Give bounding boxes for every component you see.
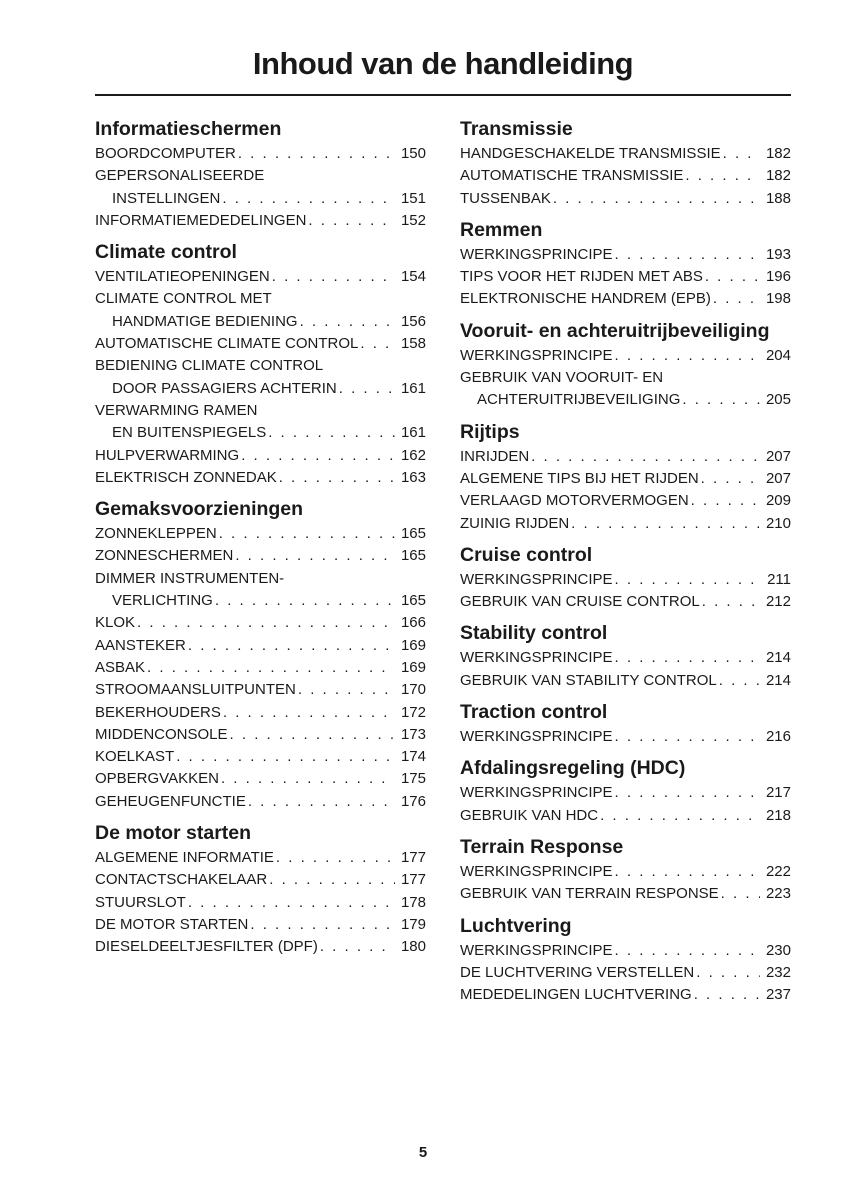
entry-page-number: 150: [400, 145, 426, 162]
dot-leader: [569, 513, 760, 535]
entry-label: ALGEMENE TIPS BIJ HET RIJDEN: [460, 469, 699, 487]
entry-page-number: 214: [765, 649, 791, 667]
entry-page-number: 207: [765, 469, 791, 487]
toc-entry[interactable]: [460, 984, 791, 1006]
toc-section: [460, 914, 791, 1007]
toc-entry[interactable]: [460, 244, 791, 266]
section-title: Afdalingsregeling (HDC): [460, 757, 686, 780]
toc-entry[interactable]: [460, 345, 791, 367]
entry-page-number: 237: [765, 986, 791, 1004]
section-title: Remmen: [460, 218, 543, 241]
entry-label: MIDDENCONSOLE: [95, 725, 228, 743]
entry-page-number: 217: [765, 784, 791, 802]
entry-label: DIESELDEELTJESFILTER (DPF): [95, 938, 318, 956]
entry-line: [95, 590, 426, 612]
entry-label: CLIMATE CONTROL MET: [95, 290, 272, 308]
entry-page-number: 223: [765, 885, 791, 903]
toc-section: [95, 821, 426, 958]
dot-leader: [233, 545, 395, 567]
toc-section: [460, 543, 791, 614]
entry-label: ZONNESCHERMEN: [95, 547, 234, 565]
toc-entry[interactable]: [460, 569, 791, 591]
entry-page-number: 232: [765, 963, 791, 981]
toc-entry[interactable]: [95, 288, 426, 333]
toc-entry[interactable]: [95, 467, 426, 489]
dot-leader: [174, 746, 395, 768]
entry-label: GEBRUIK VAN TERRAIN RESPONSE: [460, 885, 719, 903]
entry-page-number: 178: [400, 893, 426, 911]
dot-leader: [239, 445, 395, 467]
dot-leader: [270, 266, 395, 288]
toc-entry[interactable]: [95, 768, 426, 790]
dot-leader: [721, 143, 760, 165]
dot-leader: [613, 345, 760, 367]
entry-line: [95, 311, 426, 333]
dot-leader: [692, 984, 760, 1006]
toc-entry[interactable]: [460, 805, 791, 827]
entry-page-number: 214: [765, 671, 791, 689]
entry-label-continued: INSTELLINGEN: [112, 189, 221, 207]
section-title: Informatieschermen: [95, 118, 282, 140]
entry-page-number: 230: [765, 941, 791, 959]
entry-page-number: 218: [765, 806, 791, 824]
toc-entry[interactable]: [460, 861, 791, 883]
toc-section: [460, 756, 791, 827]
entry-label: STROOMAANSLUITPUNTEN: [95, 681, 296, 699]
entry-label: AUTOMATISCHE CLIMATE CONTROL: [95, 335, 359, 353]
dot-leader: [220, 188, 395, 210]
entry-page-number: 161: [400, 424, 426, 442]
toc-section: [460, 117, 791, 210]
dot-leader: [613, 861, 760, 883]
entry-label: TUSSENBAK: [460, 189, 551, 207]
entry-label: GEBRUIK VAN HDC: [460, 806, 599, 824]
entry-label: OPBERGVAKKEN: [95, 770, 219, 788]
dot-leader: [267, 869, 395, 891]
section-title: Gemaksvoorzieningen: [95, 498, 304, 521]
toc-entry[interactable]: [95, 791, 426, 813]
dot-leader: [683, 165, 760, 187]
dot-leader: [274, 847, 395, 869]
section-title: Stability control: [460, 622, 608, 645]
toc-entry[interactable]: [95, 746, 426, 768]
toc-entry[interactable]: [95, 936, 426, 958]
dot-leader: [145, 657, 395, 679]
dot-leader: [613, 569, 762, 591]
entry-page-number: 182: [765, 167, 791, 185]
entry-label: GEPERSONALISEERDE: [95, 167, 265, 185]
toc-entry[interactable]: [460, 468, 791, 490]
section-title: De motor starten: [95, 822, 252, 845]
dot-leader: [717, 670, 760, 692]
dot-leader: [318, 936, 395, 958]
toc-entry[interactable]: [95, 679, 426, 701]
toc-entry[interactable]: [95, 355, 426, 400]
dot-leader: [337, 378, 395, 400]
dot-leader: [186, 892, 395, 914]
entry-label: HULPVERWARMING: [95, 446, 240, 464]
entry-label-continued: EN BUITENSPIEGELS: [112, 424, 267, 442]
dot-leader: [711, 288, 760, 310]
entry-page-number: 156: [400, 312, 426, 330]
entry-page-number: 204: [765, 346, 791, 364]
entry-page-number: 169: [400, 658, 426, 676]
entry-label: STUURSLOT: [95, 893, 186, 911]
entry-label: ELEKTRONISCHE HANDREM (EPB): [460, 290, 711, 308]
entry-page-number: 180: [400, 938, 426, 956]
entry-label: BEDIENING CLIMATE CONTROL: [95, 357, 324, 375]
entry-label: AUTOMATISCHE TRANSMISSIE: [460, 167, 684, 185]
toc-entry[interactable]: [460, 165, 791, 187]
toc-entry[interactable]: [95, 523, 426, 545]
entry-page-number: 188: [765, 189, 791, 207]
entry-page-number: 198: [765, 290, 791, 308]
toc-entry[interactable]: [95, 847, 426, 869]
entry-page-number: 170: [400, 681, 426, 699]
dot-leader: [694, 962, 760, 984]
toc-entry[interactable]: [95, 545, 426, 567]
toc-entry[interactable]: [95, 568, 426, 613]
entry-label-continued: ACHTERUITRIJBEVEILIGING: [477, 391, 681, 409]
section-title: Terrain Response: [460, 835, 624, 858]
entry-page-number: 177: [400, 849, 426, 867]
page-title: Inhoud van de handleiding: [252, 46, 634, 81]
section-title: Cruise control: [460, 543, 593, 566]
entry-page-number: 176: [400, 792, 426, 810]
toc-entry[interactable]: [95, 165, 426, 210]
entry-label: GEHEUGENFUNCTIE: [95, 792, 246, 810]
entry-line: [95, 188, 426, 210]
dot-leader: [719, 883, 760, 905]
section-title: Climate control: [95, 241, 237, 264]
toc-entry[interactable]: [460, 188, 791, 210]
toc-entry[interactable]: [95, 400, 426, 445]
title-divider: [95, 94, 791, 96]
entry-label: VENTILATIEOPENINGEN: [95, 268, 270, 286]
toc-entry[interactable]: [460, 266, 791, 288]
toc-entry[interactable]: [95, 612, 426, 634]
entry-label: ALGEMENE INFORMATIE: [95, 849, 274, 867]
entry-page-number: 162: [400, 446, 426, 464]
entry-label: VERLAAGD MOTORVERMOGEN: [460, 492, 689, 510]
toc-entry[interactable]: [460, 591, 791, 613]
entry-page-number: 211: [767, 570, 791, 588]
dot-leader: [613, 940, 760, 962]
entry-page-number: 193: [765, 245, 791, 263]
entry-label: DE MOTOR STARTEN: [95, 915, 249, 933]
entry-label: ZUINIG RIJDEN: [460, 514, 570, 532]
dot-leader: [613, 726, 760, 748]
entry-label: BOORDCOMPUTER: [95, 145, 236, 162]
toc-entry[interactable]: [460, 288, 791, 310]
toc-section: [460, 218, 791, 311]
entry-label: WERKINGSPRINCIPE: [460, 784, 613, 802]
entry-page-number: 182: [765, 145, 791, 162]
toc-entry[interactable]: [460, 513, 791, 535]
toc-entry[interactable]: [95, 445, 426, 467]
section-title: Luchtvering: [460, 914, 572, 937]
toc-entry[interactable]: [95, 635, 426, 657]
toc-left-column: [95, 117, 426, 967]
toc-entry[interactable]: [460, 670, 791, 692]
toc-section: [95, 117, 426, 232]
entry-label-continued: VERLICHTING: [112, 592, 213, 610]
entry-label: TIPS VOOR HET RIJDEN MET ABS: [460, 268, 703, 286]
entry-page-number: 154: [400, 268, 426, 286]
entry-label: GEBRUIK VAN STABILITY CONTROL: [460, 671, 717, 689]
entry-label: MEDEDELINGEN LUCHTVERING: [460, 986, 692, 1004]
entry-page-number: 177: [400, 871, 426, 889]
entry-label: INFORMATIEMEDEDELINGEN: [95, 211, 307, 229]
toc-entry[interactable]: [460, 883, 791, 905]
toc-entry[interactable]: [460, 726, 791, 748]
dot-leader: [219, 768, 395, 790]
toc-entry[interactable]: [95, 724, 426, 746]
entry-page-number: 161: [400, 379, 426, 397]
toc-entry[interactable]: [460, 367, 791, 412]
entry-label: ZONNEKLEPPEN: [95, 525, 217, 543]
entry-page-number: 163: [400, 468, 426, 486]
entry-page-number: 165: [400, 525, 426, 543]
entry-page-number: 174: [400, 748, 426, 766]
entry-label: BEKERHOUDERS: [95, 703, 221, 721]
toc-entry[interactable]: [95, 869, 426, 891]
entry-label: WERKINGSPRINCIPE: [460, 728, 613, 746]
entry-label: WERKINGSPRINCIPE: [460, 941, 613, 959]
toc-section: [460, 420, 791, 535]
dot-leader: [306, 210, 395, 232]
entry-page-number: 209: [765, 492, 791, 510]
toc-section: [460, 319, 791, 412]
entry-label: WERKINGSPRINCIPE: [460, 649, 613, 667]
section-title: Traction control: [460, 701, 608, 724]
entry-label: WERKINGSPRINCIPE: [460, 862, 613, 880]
dot-leader: [277, 467, 395, 489]
entry-line: [95, 422, 426, 444]
toc-section: [460, 835, 791, 906]
entry-page-number: 169: [400, 636, 426, 654]
toc-entry[interactable]: [95, 892, 426, 914]
entry-label: WERKINGSPRINCIPE: [460, 346, 613, 364]
entry-page-number: 222: [765, 862, 791, 880]
entry-page-number: 207: [765, 447, 791, 465]
entry-page-number: 216: [765, 728, 791, 746]
dot-leader: [613, 244, 760, 266]
entry-page-number: 172: [400, 703, 426, 721]
section-title: Transmissie: [460, 118, 573, 140]
entry-label: DIMMER INSTRUMENTEN-: [95, 569, 285, 587]
dot-leader: [613, 647, 760, 669]
entry-label: VERWARMING RAMEN: [95, 401, 258, 419]
toc-entry[interactable]: [95, 702, 426, 724]
entry-page-number: 151: [400, 189, 426, 207]
page-number: 5: [418, 1144, 428, 1161]
entry-label: GEBRUIK VAN VOORUIT- EN: [460, 369, 664, 387]
entry-page-number: 166: [400, 614, 426, 632]
entry-page-number: 196: [765, 268, 791, 286]
toc-entry[interactable]: [460, 782, 791, 804]
entry-label: ASBAK: [95, 658, 146, 676]
entry-label: INRIJDEN: [460, 447, 530, 465]
dot-leader: [298, 311, 395, 333]
entry-label: ELEKTRISCH ZONNEDAK: [95, 468, 277, 486]
entry-page-number: 179: [400, 915, 426, 933]
entry-page-number: 210: [765, 514, 791, 532]
dot-leader: [213, 590, 395, 612]
toc-entry[interactable]: [95, 266, 426, 288]
entry-page-number: 165: [400, 592, 426, 610]
entry-page-number: 152: [400, 211, 426, 229]
dot-leader: [529, 446, 760, 468]
entry-page-number: 158: [400, 335, 426, 353]
dot-leader: [246, 791, 395, 813]
dot-leader: [236, 143, 395, 165]
dot-leader: [186, 635, 395, 657]
toc-section: [460, 700, 791, 748]
section-title: Rijtips: [460, 420, 520, 443]
entry-label: AANSTEKER: [95, 636, 186, 654]
dot-leader: [551, 188, 760, 210]
toc-right-column: [460, 117, 791, 1014]
toc-section: [95, 497, 426, 813]
dot-leader: [700, 591, 760, 613]
dot-leader: [221, 702, 395, 724]
entry-page-number: 165: [400, 547, 426, 565]
dot-leader: [296, 679, 395, 701]
entry-label: KLOK: [95, 614, 136, 632]
toc-entry[interactable]: [95, 657, 426, 679]
entry-label-continued: DOOR PASSAGIERS ACHTERIN: [112, 379, 337, 397]
toc-entry[interactable]: [460, 962, 791, 984]
entry-label: HANDGESCHAKELDE TRANSMISSIE: [460, 145, 721, 162]
dot-leader: [266, 422, 395, 444]
entry-label: DE LUCHTVERING VERSTELLEN: [460, 963, 695, 981]
toc-entry[interactable]: [95, 914, 426, 936]
entry-label: WERKINGSPRINCIPE: [460, 245, 613, 263]
toc-entry[interactable]: [460, 647, 791, 669]
dot-leader: [703, 266, 760, 288]
dot-leader: [228, 724, 395, 746]
entry-page-number: 212: [765, 593, 791, 611]
entry-label: CONTACTSCHAKELAAR: [95, 871, 268, 889]
entry-label: GEBRUIK VAN CRUISE CONTROL: [460, 593, 700, 611]
toc-entry[interactable]: [460, 490, 791, 512]
entry-line: [95, 378, 426, 400]
dot-leader: [135, 612, 395, 634]
entry-label: KOELKAST: [95, 748, 175, 766]
dot-leader: [689, 490, 760, 512]
entry-line: [460, 389, 791, 411]
dot-leader: [680, 389, 760, 411]
entry-label-continued: HANDMATIGE BEDIENING: [112, 312, 298, 330]
dot-leader: [613, 782, 760, 804]
dot-leader: [248, 914, 395, 936]
toc-entry[interactable]: [460, 940, 791, 962]
dot-leader: [699, 468, 760, 490]
toc-entry[interactable]: [460, 143, 791, 165]
dot-leader: [598, 805, 760, 827]
toc-entry[interactable]: [95, 333, 426, 355]
dot-leader: [217, 523, 395, 545]
entry-page-number: 173: [400, 725, 426, 743]
section-title: Vooruit- en achteruitrijbeveiliging: [460, 319, 770, 342]
toc-section: [460, 621, 791, 692]
entry-label: WERKINGSPRINCIPE: [460, 570, 613, 588]
entry-page-number: 175: [400, 770, 426, 788]
dot-leader: [358, 333, 395, 355]
toc-entry[interactable]: [460, 446, 791, 468]
toc-entry[interactable]: [95, 210, 426, 232]
toc-entry[interactable]: [95, 143, 426, 165]
toc-section: [95, 240, 426, 489]
entry-page-number: 205: [765, 391, 791, 409]
